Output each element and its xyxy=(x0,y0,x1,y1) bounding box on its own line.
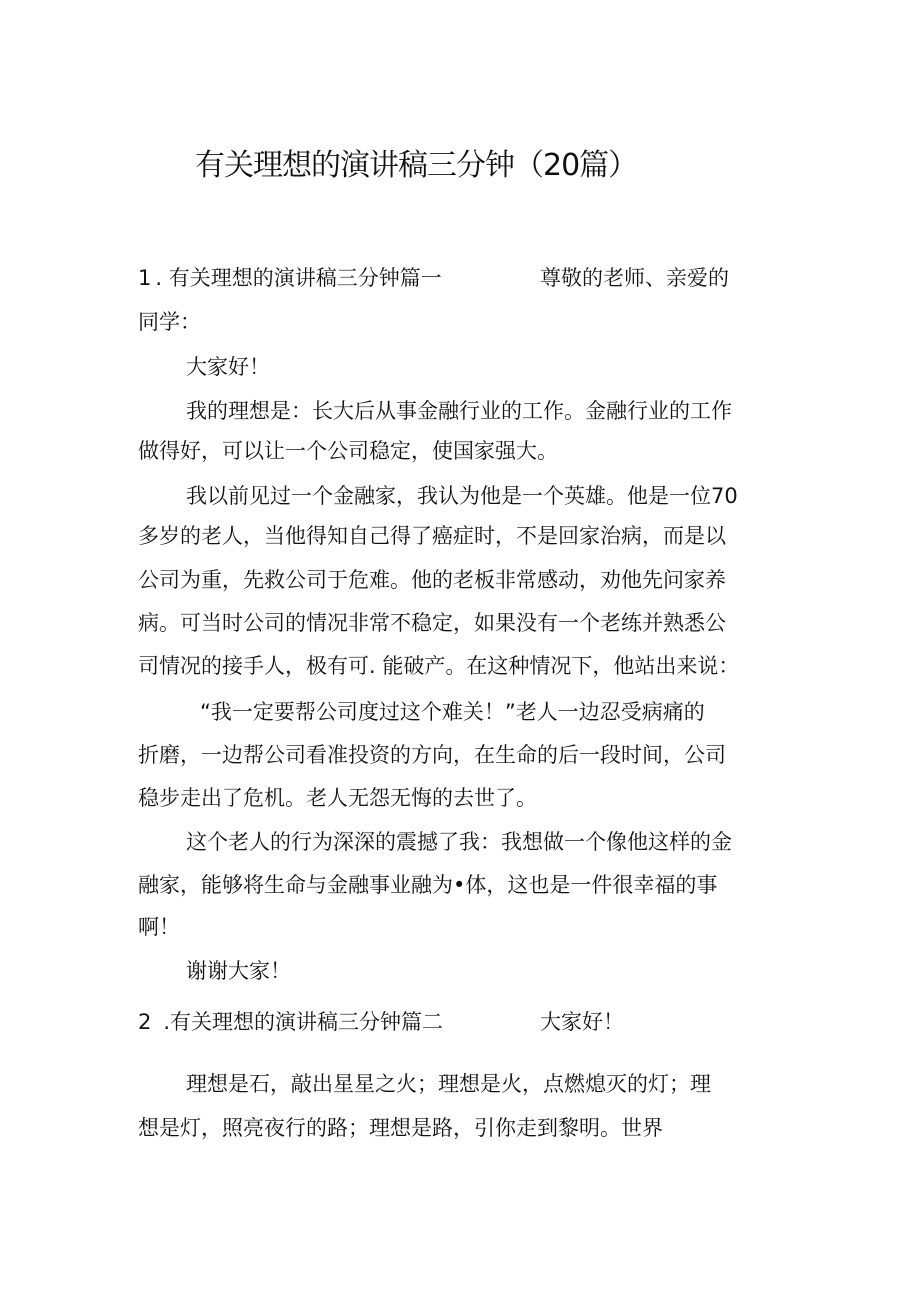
section-title: . 有关理想的演讲稿三分钟篇一 xyxy=(155,266,442,290)
paragraph-line: 想是灯，照亮夜行的路；理想是路，引你走到黎明。世界 xyxy=(138,1116,663,1140)
section-2-heading xyxy=(138,1007,443,1037)
paragraph-line: 我的理想是：长大后从事金融行业的工作。金融行业的工作 xyxy=(186,399,732,423)
section-1-heading xyxy=(138,263,442,293)
paragraph-line: 折磨，一边帮公司看准投资的方向，在生命的后一段时间，公司 xyxy=(138,743,726,767)
paragraph-line: 做得好，可以让一个公司稳定，使国家强大。 xyxy=(138,439,558,463)
paragraph-line: “我一定要帮公司度过这个难关！”老人一边忍受病痛的 xyxy=(200,700,705,724)
paragraph-line: 这个老人的行为深深的震撼了我：我想做一个像他这样的金 xyxy=(186,830,732,854)
paragraph-line: 啊！ xyxy=(138,915,180,939)
section-number: 2 xyxy=(138,1010,152,1034)
closing-thanks: 谢谢大家！ xyxy=(186,959,291,983)
paragraph-line: 稳步走出了危机。老人无怨无悔的去世了。 xyxy=(138,786,537,810)
document-title: 有关理想的演讲稿三分钟（20篇） xyxy=(195,148,638,184)
greeting: 大家好！ xyxy=(540,1010,624,1034)
section-number: 1 xyxy=(138,266,152,290)
greeting: 大家好！ xyxy=(186,355,270,379)
salutation: 尊敬的老师、亲爱的 xyxy=(540,266,729,290)
paragraph-line: 多岁的老人，当他得知自己得了癌症时，不是回家治病，而是以 xyxy=(138,524,726,548)
paragraph-line: 理想是石，敲出星星之火；理想是火，点燃熄灭的灯；理 xyxy=(186,1072,711,1096)
paragraph-line: 司情况的接手人，极有可. 能破产。在这种情况下，他站出来说： xyxy=(138,654,740,678)
section-title: .有关理想的演讲稿三分钟篇二 xyxy=(163,1010,444,1034)
paragraph-line: 我以前见过一个金融家，我认为他是一个英雄。他是一位70 xyxy=(186,484,738,508)
salutation-continued: 同学： xyxy=(138,310,201,334)
paragraph-line: 公司为重，先救公司于危难。他的老板非常感动，劝他先问家养 xyxy=(138,568,726,592)
paragraph-line: 病。可当时公司的情况非常不稳定，如果没有一个老练并熟悉公 xyxy=(138,611,726,635)
paragraph-line: 融家，能够将生命与金融事业融为•体，这也是一件很幸福的事 xyxy=(138,873,718,897)
